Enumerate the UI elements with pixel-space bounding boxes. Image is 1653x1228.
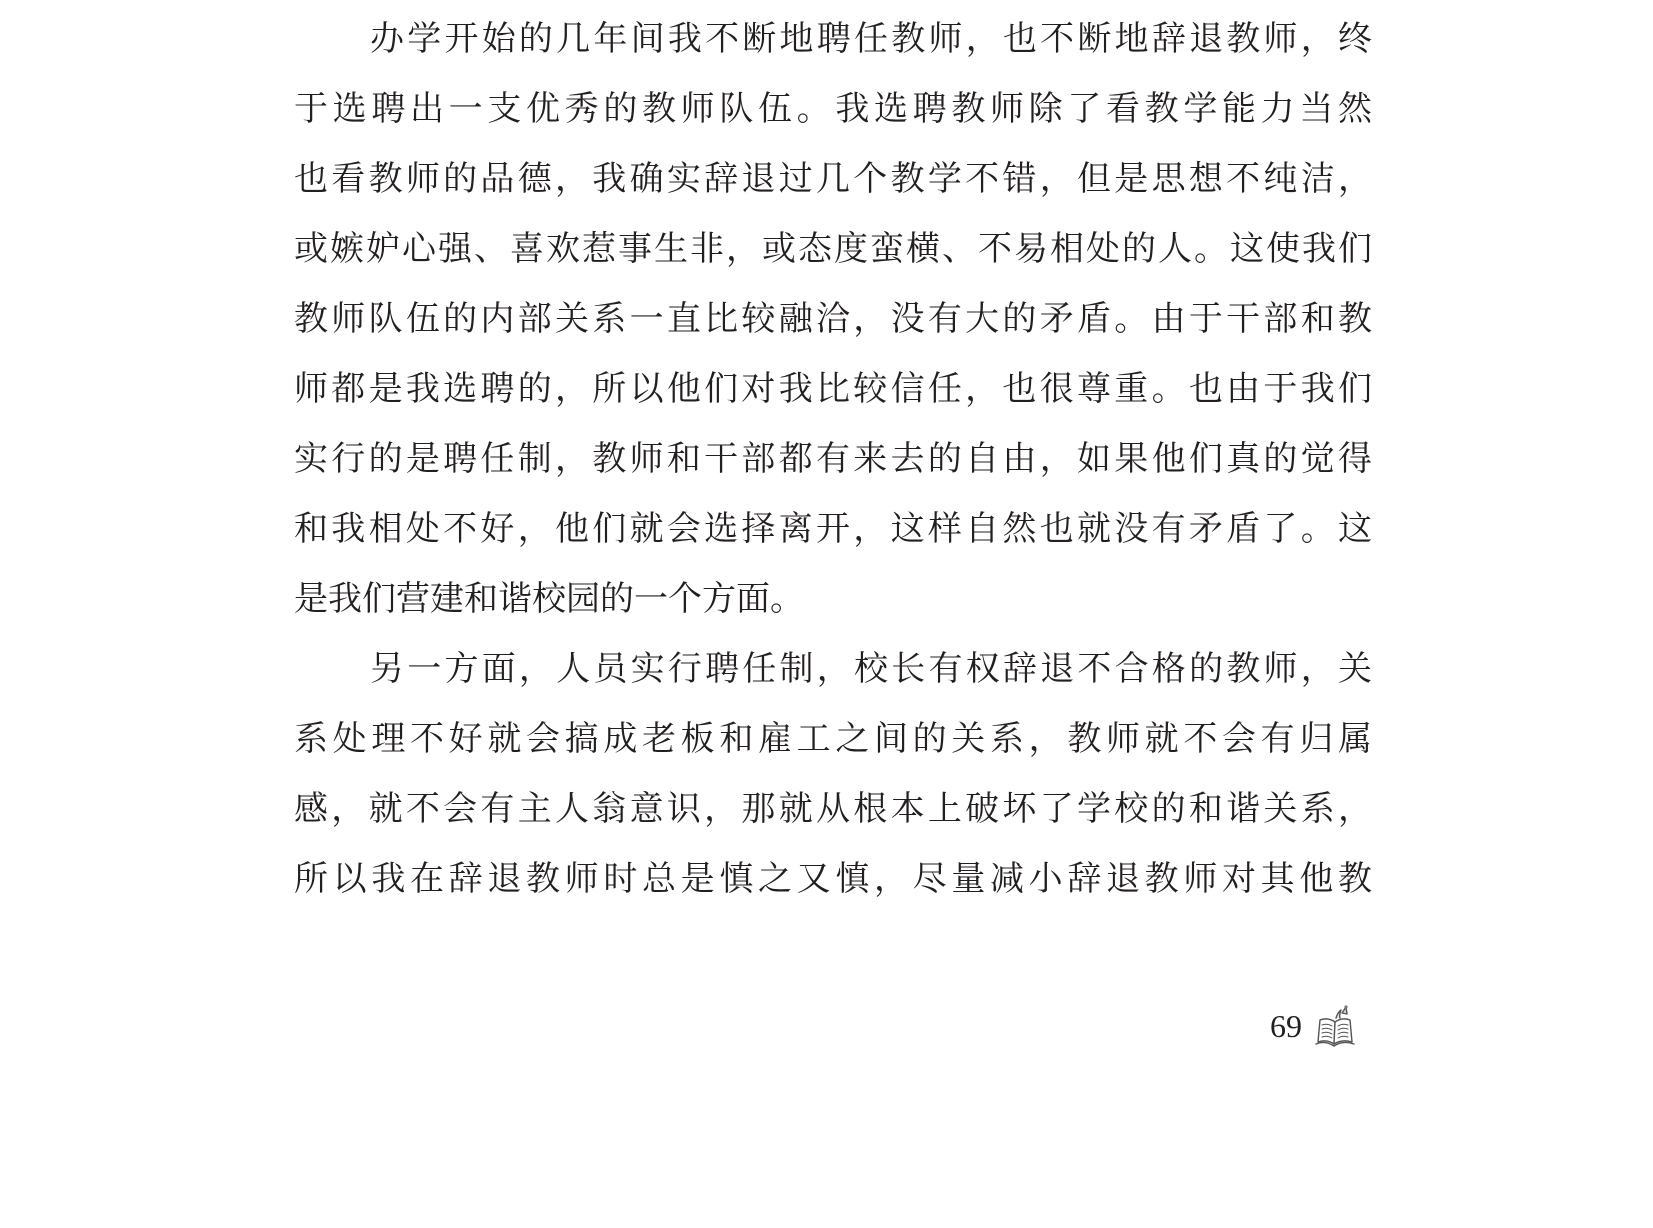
text-line: 实行的是聘任制，教师和干部都有来去的自由，如果他们真的觉得 [294,439,1372,479]
page-footer [1270,998,1380,1054]
text-line: 办学开始的几年间我不断地聘任教师，也不断地辞退教师，终 [370,19,1372,59]
text-line: 师都是我选聘的，所以他们对我比较信任，也很尊重。也由于我们 [294,369,1372,409]
text-line: 也看教师的品德，我确实辞退过几个教学不错，但是思想不纯洁， [294,159,1372,199]
text-line: 教师队伍的内部关系一直比较融洽，没有大的矛盾。由于干部和教 [294,299,1372,339]
text-line: 于选聘出一支优秀的教师队伍。我选聘教师除了看教学能力当然 [294,89,1372,129]
text-line: 或嫉妒心强、喜欢惹事生非，或态度蛮横、不易相处的人。这使我们 [294,229,1372,269]
text-line: 系处理不好就会搞成老板和雇工之间的关系，教师就不会有归属 [294,719,1372,759]
text-line: 感，就不会有主人翁意识，那就从根本上破坏了学校的和谐关系， [294,789,1372,829]
text-line: 和我相处不好，他们就会选择离开，这样自然也就没有矛盾了。这 [294,509,1372,549]
text-line: 另一方面，人员实行聘任制，校长有权辞退不合格的教师，关 [370,649,1372,689]
page-number: 69 [1270,1008,1302,1044]
open-book-icon [1312,1004,1358,1048]
text-line: 是我们营建和谐校园的一个方面。 [294,579,804,619]
text-line: 所以我在辞退教师时总是慎之又慎，尽量减小辞退教师对其他教 [294,859,1372,899]
body-text [294,4,1372,914]
